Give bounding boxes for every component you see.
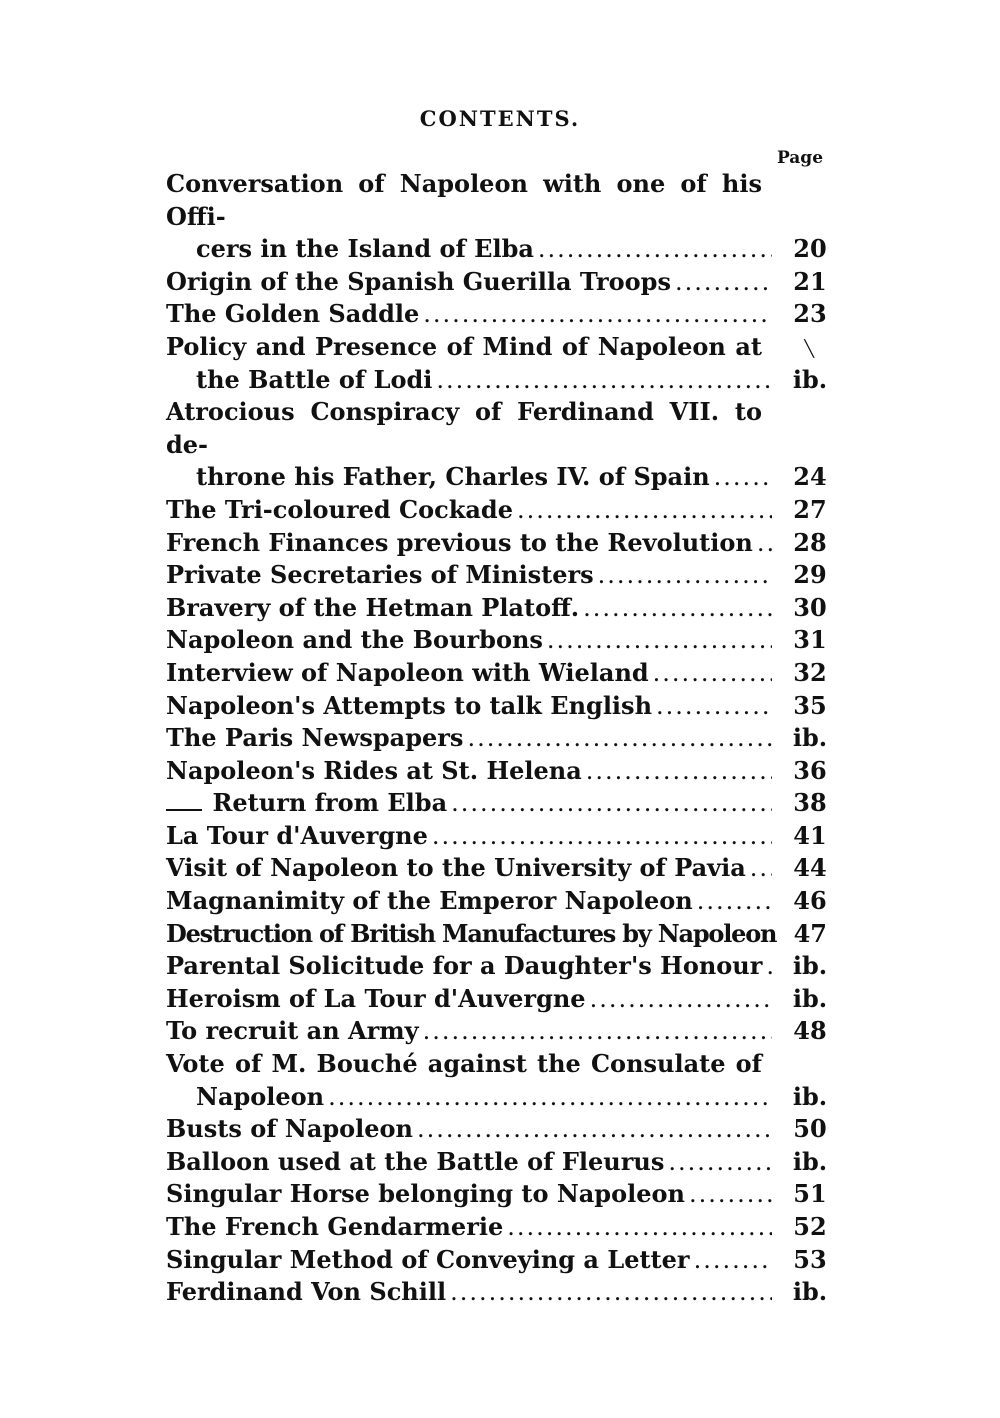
toc-entry (166, 918, 836, 951)
toc-page-number: 35 (793, 690, 827, 720)
toc-entry-title: Napoleon's Rides at St. Helena (166, 755, 582, 785)
toc-entry (166, 1146, 836, 1179)
toc-entry-title: Napoleon's Attempts to talk English (166, 690, 653, 720)
toc-entry-title-continued: throne his Father, Charles IV. of Spain (196, 462, 710, 492)
toc-entry-title-continued: the Battle of Lodi (196, 364, 433, 394)
toc-page-number: 47 (793, 918, 827, 948)
toc-page-number: 31 (793, 625, 827, 655)
toc-entry (166, 396, 836, 494)
toc-entry-title: The Golden Saddle (166, 299, 420, 329)
toc-page-number: 23 (793, 299, 827, 329)
toc-page-number: ib. (792, 951, 828, 981)
toc-entry-title: Vote of M. Bouché against the Consulate of (166, 1049, 762, 1079)
toc-entry-title: Destruction of British Manufactures by Napoleon (166, 918, 777, 948)
toc-entry-title: Conversation of Napoleon with one of his Offi- (166, 169, 762, 231)
toc-entry (166, 494, 836, 527)
dot-leader (507, 1211, 772, 1244)
dot-leader (656, 690, 772, 723)
dot-leader (668, 1146, 772, 1179)
dot-leader (586, 755, 772, 788)
dot-leader (653, 657, 772, 690)
toc-entry-title: Balloon used at the Battle of Fleurus (166, 1146, 665, 1176)
dot-leader (451, 787, 772, 820)
dot-leader (538, 233, 772, 266)
toc-entry-title: Napoleon and the Bourbons (166, 625, 543, 655)
toc-entry (166, 1113, 836, 1146)
dot-leader (547, 624, 772, 657)
toc-entry (166, 885, 836, 918)
toc-page-number: 52 (793, 1212, 827, 1241)
dot-leader (590, 983, 772, 1016)
dot-leader (436, 364, 772, 397)
toc-entry (166, 1048, 836, 1113)
toc-page-number: 38 (793, 788, 827, 818)
toc-entry (166, 527, 836, 560)
toc-entry (166, 592, 836, 625)
toc-page-number: ib. (792, 723, 828, 753)
dot-leader (714, 461, 772, 494)
dot-leader (675, 266, 772, 299)
toc-entry (166, 331, 836, 396)
toc-page-number: ib. (792, 1081, 828, 1111)
toc-entry-title-continued: cers in the Island of Elba (196, 234, 534, 264)
toc-page-number: 30 (793, 592, 827, 622)
toc-page-number: ib. (792, 364, 828, 394)
toc-page-number: 51 (793, 1179, 827, 1209)
toc-entry (166, 1244, 836, 1277)
toc-entry-title: Magnanimity of the Emperor Napoleon (166, 886, 693, 916)
toc-entry (166, 787, 836, 820)
toc-entry-title: Atrocious Conspiracy of Ferdinand VII. to de- (166, 397, 762, 459)
dot-leader (517, 494, 772, 527)
toc-page-number: 46 (793, 886, 827, 916)
toc-page-number: 27 (793, 494, 827, 524)
dot-leader (423, 298, 772, 331)
dot-leader (689, 1178, 772, 1211)
dot-leader (598, 559, 772, 592)
toc-page-number: 50 (793, 1114, 827, 1144)
toc-entry-title: The French Gendarmerie (166, 1212, 504, 1241)
toc-entry (166, 852, 836, 885)
toc-entry (166, 624, 836, 657)
toc-entry (166, 1178, 836, 1211)
toc-entry-title-continued: Napoleon (196, 1081, 325, 1111)
toc-entry (166, 690, 836, 723)
toc-page-number: 44 (793, 853, 827, 883)
toc-entry-title: Interview of Napoleon with Wieland (166, 657, 649, 687)
toc-entry-title: Parental Solicitude for a Daughter's Honour (166, 951, 763, 981)
toc-entry-title: Visit of Napoleon to the University of Pavia (166, 853, 746, 883)
toc-entry-title: Origin of the Spanish Guerilla Troops (166, 266, 671, 296)
toc-entry-title: The Tri-coloured Cockade (166, 494, 513, 524)
toc-page-number: 21 (793, 266, 827, 296)
toc-page-number: 41 (793, 820, 827, 850)
toc-page-number: ib. (792, 1277, 828, 1307)
dot-leader (766, 950, 772, 983)
toc-entry (166, 266, 836, 299)
dot-leader (694, 1244, 772, 1277)
toc-page-number: 29 (793, 560, 827, 590)
dot-leader (328, 1081, 772, 1114)
toc-page-number: ib. (792, 1146, 828, 1176)
table-of-contents (166, 168, 836, 1309)
toc-entry (166, 1015, 836, 1048)
toc-page-number: 20 (793, 234, 827, 264)
toc-entry-title: Singular Horse belonging to Napoleon (166, 1179, 685, 1209)
dot-leader (697, 885, 772, 918)
dot-leader (432, 820, 772, 853)
toc-entry-title: French Finances previous to the Revolution (166, 527, 753, 557)
toc-entry-title: La Tour d'Auvergne (166, 820, 428, 850)
toc-entry (166, 820, 836, 853)
toc-page-number: 24 (793, 462, 827, 492)
toc-page-number: 32 (793, 657, 827, 687)
toc-entry-title: Policy and Presence of Mind of Napoleon at (166, 331, 762, 361)
toc-entry (166, 950, 836, 983)
toc-page-number: 28 (793, 527, 827, 557)
toc-entry (166, 559, 836, 592)
toc-entry (166, 168, 836, 266)
page-heading: CONTENTS. (419, 106, 581, 131)
toc-entry-title: The Paris Newspapers (166, 723, 464, 753)
toc-page-number: ib. (792, 983, 828, 1013)
toc-entry-title: Singular Method of Conveying a Letter (166, 1244, 690, 1274)
toc-entry-title: Busts of Napoleon (166, 1114, 414, 1144)
toc-entry (166, 983, 836, 1016)
dot-leader (417, 1113, 772, 1146)
toc-entry (166, 298, 836, 331)
toc-entry (166, 1276, 836, 1309)
toc-entry-title: To recruit an Army (166, 1016, 419, 1046)
printer-mark-icon: ╲ (804, 338, 814, 358)
toc-entry (166, 722, 836, 755)
toc-page-number: 36 (793, 755, 827, 785)
dot-leader (467, 722, 772, 755)
dot-leader (450, 1276, 772, 1309)
page-column-label: Page (776, 148, 824, 168)
toc-entry-title: Private Secretaries of Ministers (166, 560, 594, 590)
toc-page-number: 53 (793, 1244, 827, 1274)
toc-page-number: 48 (793, 1016, 827, 1046)
toc-entry-title: Ferdinand Von Schill (166, 1277, 447, 1307)
toc-entry (166, 657, 836, 690)
toc-entry (166, 1211, 836, 1244)
toc-entry-title: Return from Elba (212, 788, 448, 818)
ditto-rule (166, 809, 202, 811)
dot-leader (757, 527, 772, 560)
dot-leader (750, 852, 772, 885)
dot-leader (583, 592, 772, 625)
dot-leader (423, 1015, 772, 1048)
toc-entry-title: Heroism of La Tour d'Auvergne (166, 983, 586, 1013)
toc-entry-title: Bravery of the Hetman Platoff. (166, 592, 580, 622)
toc-entry (166, 755, 836, 788)
